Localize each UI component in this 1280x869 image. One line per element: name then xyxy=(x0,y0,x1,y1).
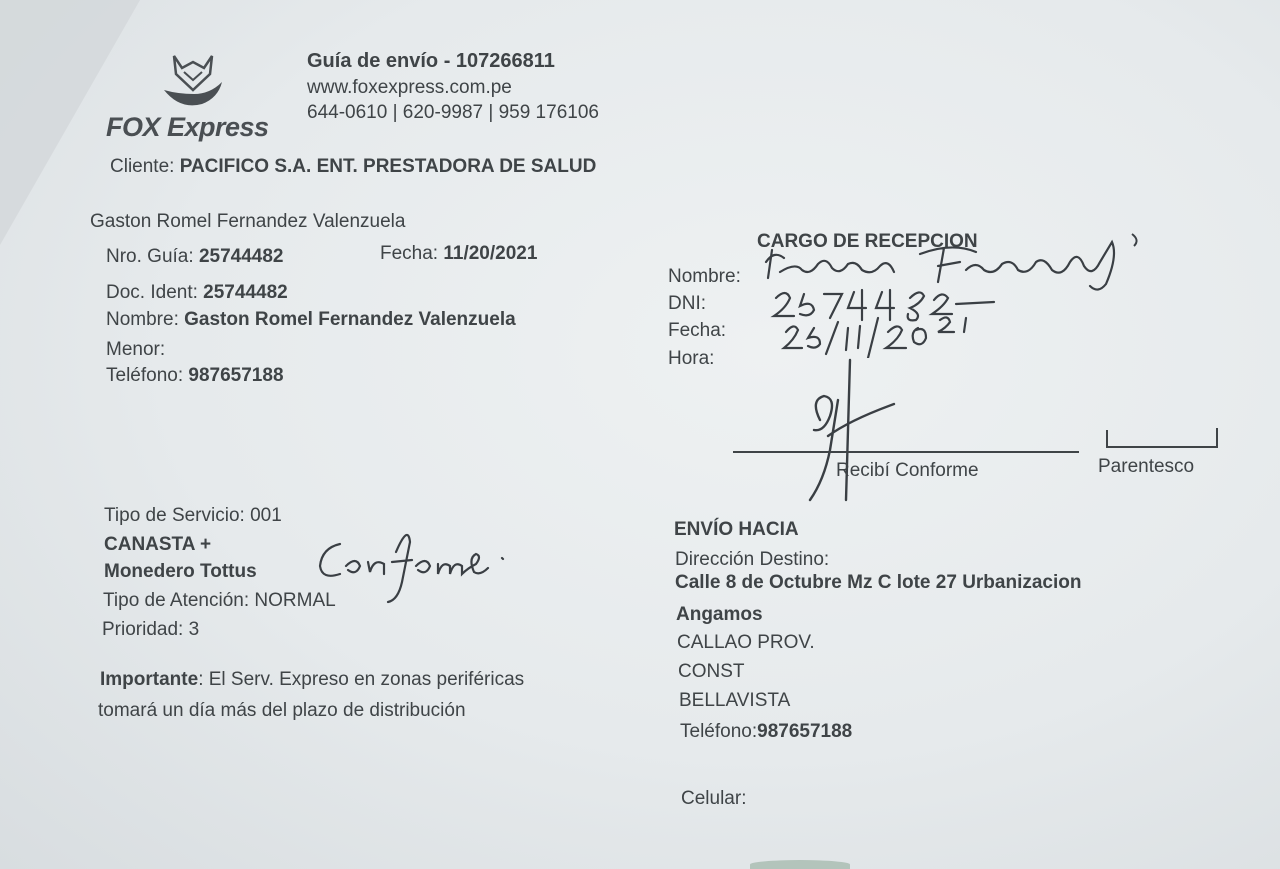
nombre-value: Gaston Romel Fernandez Valenzuela xyxy=(184,309,516,330)
bottom-edge-mark xyxy=(750,860,850,869)
cargo-title: CARGO DE RECEPCION xyxy=(757,231,978,252)
important-label: Importante xyxy=(100,669,199,690)
celular-label: Celular: xyxy=(681,788,747,809)
fecha-label: Fecha: xyxy=(380,243,439,264)
telefono-label: Teléfono: xyxy=(106,365,184,386)
envio-hacia-title: ENVÍO HACIA xyxy=(674,519,799,540)
parentesco-tick-right xyxy=(1216,428,1218,448)
product-line-2: Monedero Tottus xyxy=(104,561,257,582)
tipo-servicio: Tipo de Servicio: 001 xyxy=(104,505,282,526)
guide-title: Guía de envío - 107266811 xyxy=(307,50,555,72)
fecha-value: 11/20/2021 xyxy=(443,243,538,264)
recibi-conforme: Recibí Conforme xyxy=(836,460,979,481)
phone-numbers: 644-0610 | 620-9987 | 959 176106 xyxy=(307,102,599,123)
client-label: Cliente: xyxy=(110,156,175,177)
menor-label: Menor: xyxy=(106,339,166,360)
tipo-atencion: Tipo de Atención: NORMAL xyxy=(103,590,336,611)
destination-telefono-value: 987657188 xyxy=(757,721,853,742)
website: www.foxexpress.com.pe xyxy=(307,77,512,98)
cargo-dni-label: DNI: xyxy=(668,293,706,314)
recipient-full-name: Gaston Romel Fernandez Valenzuela xyxy=(90,211,406,232)
doc-ident-label: Doc. Ident: xyxy=(106,282,198,303)
direccion-destino-label: Dirección Destino: xyxy=(675,549,830,570)
prioridad: Prioridad: 3 xyxy=(102,619,200,640)
brand-name: FOX Express xyxy=(106,112,269,142)
parentesco-tick-left xyxy=(1106,430,1108,448)
destination-telefono-line xyxy=(680,721,852,743)
doc-ident-line xyxy=(106,282,288,304)
parentesco-line xyxy=(1106,446,1218,448)
client-line xyxy=(110,156,596,178)
destination-telefono-label: Teléfono: xyxy=(680,721,758,742)
nombre-label: Nombre: xyxy=(106,309,179,330)
telefono-line xyxy=(106,365,284,387)
cargo-hora-label: Hora: xyxy=(668,348,715,369)
client-value: PACIFICO S.A. ENT. PRESTADORA DE SALUD xyxy=(179,156,597,177)
cargo-fecha-label: Fecha: xyxy=(668,320,727,341)
signature-line xyxy=(733,451,1079,453)
nro-guia-value: 25744482 xyxy=(198,246,284,267)
address-line-2: Angamos xyxy=(676,604,763,625)
fecha-line xyxy=(380,243,537,265)
address-line-4: CONST xyxy=(678,661,745,682)
important-notice-line2: tomará un día más del plazo de distribución xyxy=(98,700,466,721)
address-line-1: Calle 8 de Octubre Mz C lote 27 Urbanizacion xyxy=(675,572,1082,593)
doc-ident-value: 25744482 xyxy=(203,282,288,303)
cargo-nombre-label: Nombre: xyxy=(668,266,741,287)
address-line-3: CALLAO PROV. xyxy=(677,632,815,653)
telefono-value: 987657188 xyxy=(188,365,284,386)
parentesco-label: Parentesco xyxy=(1098,456,1195,477)
important-text-1: : El Serv. Expreso en zonas periféricas xyxy=(198,669,525,690)
nro-guia-label: Nro. Guía: xyxy=(106,246,194,267)
important-notice-line1 xyxy=(100,669,524,691)
nombre-line xyxy=(106,309,516,331)
address-line-5: BELLAVISTA xyxy=(679,690,791,711)
nro-guia-line xyxy=(106,246,283,268)
product-line-1: CANASTA + xyxy=(104,534,212,555)
